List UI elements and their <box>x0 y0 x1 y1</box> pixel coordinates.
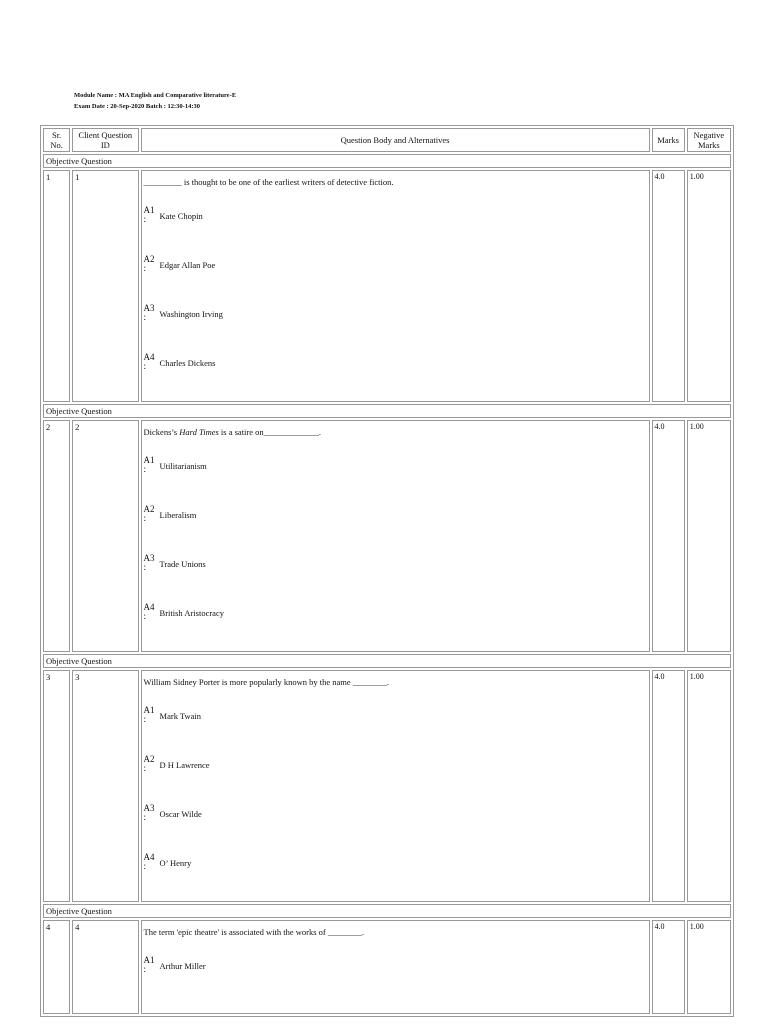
alternative-option <box>144 603 647 627</box>
question-text-italic: Hard Times <box>179 427 219 437</box>
alternatives-list <box>144 206 647 377</box>
alternative-tag-label: A1 <box>143 955 155 965</box>
marks-cell: 4.0 <box>652 420 685 652</box>
alternative-tag-label: A3 <box>143 553 155 563</box>
marks-cell: 4.0 <box>652 920 685 1014</box>
section-label: Objective Question <box>43 654 731 668</box>
question-row <box>43 670 731 902</box>
alternative-tag-colon: : <box>143 513 147 523</box>
alternative-tag-label: A4 <box>143 352 155 362</box>
alternative-text: Arthur Miller <box>159 961 206 971</box>
alternative-tag-label: A1 <box>143 455 155 465</box>
alternative-tag-label: A1 <box>143 205 155 215</box>
section-label: Objective Question <box>43 404 731 418</box>
col-header-client-question-id: Client Question ID <box>72 128 138 152</box>
section-label: Objective Question <box>43 154 731 168</box>
client-question-id-cell: 1 <box>72 170 138 402</box>
alternative-tag-label: A3 <box>143 303 155 313</box>
alternative-tag <box>144 456 160 474</box>
section-row <box>43 904 731 918</box>
client-question-id-cell: 3 <box>72 670 138 902</box>
question-table <box>40 125 734 1017</box>
negative-marks-cell: 1.00 <box>687 170 731 402</box>
alternative-tag <box>144 804 160 822</box>
module-name: Module Name : MA English and Comparative literature-E <box>74 92 237 99</box>
alternative-option <box>144 706 647 730</box>
alternative-tag <box>144 853 160 871</box>
alternative-tag-label: A4 <box>143 852 155 862</box>
alternative-tag-colon: : <box>143 214 147 224</box>
alternative-option <box>144 353 647 377</box>
question-text <box>144 176 647 188</box>
question-text <box>144 926 647 938</box>
alternative-text: Mark Twain <box>159 711 202 721</box>
question-body-cell <box>141 170 650 402</box>
alternative-tag-colon: : <box>143 763 147 773</box>
alternative-tag-colon: : <box>143 861 147 871</box>
alternative-text: D H Lawrence <box>159 760 210 770</box>
client-question-id-cell: 2 <box>72 420 138 652</box>
alternative-tag-label: A2 <box>143 504 155 514</box>
question-text-part: The term 'epic theatre' is associated with the works of ________. <box>143 927 364 937</box>
alternative-option <box>144 804 647 828</box>
marks-cell: 4.0 <box>652 170 685 402</box>
sr-no-cell: 3 <box>43 670 70 902</box>
alternative-text: Edgar Allan Poe <box>159 260 216 270</box>
alternative-tag-colon: : <box>143 611 147 621</box>
alternative-text: Liberalism <box>159 510 197 520</box>
alternative-tag-colon: : <box>143 812 147 822</box>
alternative-tag <box>144 755 160 773</box>
alternative-tag-colon: : <box>143 964 147 974</box>
sr-no-cell: 2 <box>43 420 70 652</box>
alternative-tag-label: A2 <box>143 254 155 264</box>
negative-marks-cell: 1.00 <box>687 920 731 1014</box>
alternative-tag <box>144 956 160 974</box>
alternative-tag-colon: : <box>143 263 147 273</box>
alternative-option <box>144 206 647 230</box>
col-header-question-body: Question Body and Alternatives <box>141 128 650 152</box>
alternative-tag <box>144 706 160 724</box>
question-text-part: _________ is thought to be one of the earliest writers of detective fiction. <box>143 177 394 187</box>
exam-date-batch: Exam Date : 20-Sep-2020 Batch : 12:30-14:30 <box>74 103 201 110</box>
client-question-id-cell: 4 <box>72 920 138 1014</box>
alternative-text: Trade Unions <box>159 559 206 569</box>
alternative-text: Utilitarianism <box>159 461 207 471</box>
alternative-tag-label: A3 <box>143 803 155 813</box>
question-row <box>43 420 731 652</box>
question-text-part: William Sidney Porter is more popularly known by the name ________. <box>143 677 389 687</box>
alternative-tag-colon: : <box>143 562 147 572</box>
alternative-option <box>144 853 647 877</box>
alternative-option <box>144 505 647 529</box>
alternative-tag <box>144 505 160 523</box>
alternative-tag <box>144 353 160 371</box>
question-text <box>144 426 647 438</box>
section-row <box>43 154 731 168</box>
section-row <box>43 404 731 418</box>
alternative-tag-colon: : <box>143 361 147 371</box>
marks-cell: 4.0 <box>652 670 685 902</box>
question-text-part: Dickens’s <box>143 427 180 437</box>
alternative-option <box>144 554 647 578</box>
question-body-cell <box>141 670 650 902</box>
alternative-option <box>144 456 647 480</box>
col-header-negative-marks: Negative Marks <box>687 128 731 152</box>
question-text <box>144 676 647 688</box>
col-header-sr-no: Sr. No. <box>43 128 70 152</box>
alternative-text: O’ Henry <box>159 858 192 868</box>
sr-no-cell: 1 <box>43 170 70 402</box>
section-row <box>43 654 731 668</box>
sr-no-cell: 4 <box>43 920 70 1014</box>
negative-marks-cell: 1.00 <box>687 420 731 652</box>
alternative-text: Washington Irving <box>159 309 223 319</box>
alternative-text: Oscar Wilde <box>159 809 202 819</box>
negative-marks-cell: 1.00 <box>687 670 731 902</box>
question-text-part: is a satire on_____________. <box>218 427 322 437</box>
alternative-tag-label: A4 <box>143 602 155 612</box>
alternative-option <box>144 304 647 328</box>
question-row <box>43 920 731 1014</box>
question-body-cell <box>141 920 650 1014</box>
alternative-tag <box>144 255 160 273</box>
alternative-tag <box>144 206 160 224</box>
alternative-tag-colon: : <box>143 312 147 322</box>
exam-header <box>74 90 236 112</box>
alternatives-list <box>144 956 647 980</box>
alternative-tag-label: A2 <box>143 754 155 764</box>
col-header-marks: Marks <box>652 128 685 152</box>
alternatives-list <box>144 706 647 877</box>
section-label: Objective Question <box>43 904 731 918</box>
alternative-tag-colon: : <box>143 714 147 724</box>
alternative-option <box>144 755 647 779</box>
alternative-text: Charles Dickens <box>159 358 216 368</box>
alternative-text: Kate Chopin <box>159 211 203 221</box>
alternative-option <box>144 255 647 279</box>
alternative-tag-colon: : <box>143 464 147 474</box>
table-header-row <box>43 128 731 152</box>
alternative-tag <box>144 554 160 572</box>
alternatives-list <box>144 456 647 627</box>
alternative-tag <box>144 603 160 621</box>
question-row <box>43 170 731 402</box>
question-table-body <box>43 154 731 1014</box>
alternative-option <box>144 956 647 980</box>
alternative-text: British Aristocracy <box>159 608 224 618</box>
alternative-tag-label: A1 <box>143 705 155 715</box>
question-body-cell <box>141 420 650 652</box>
alternative-tag <box>144 304 160 322</box>
